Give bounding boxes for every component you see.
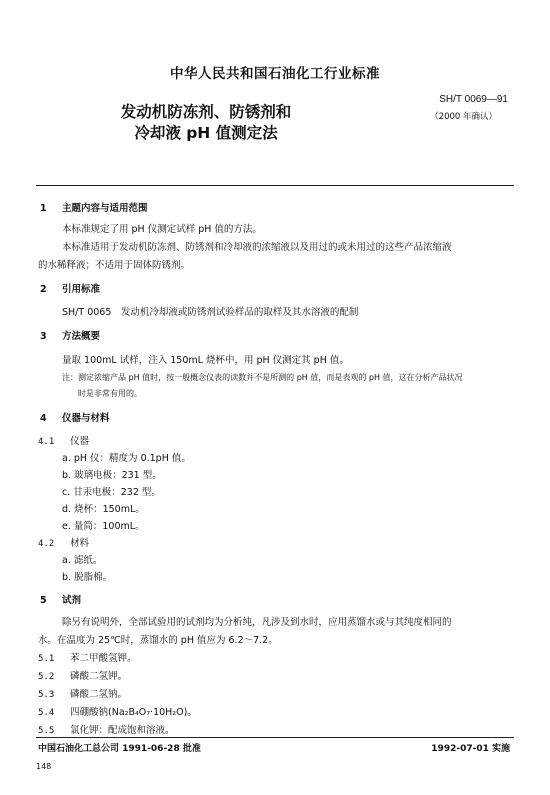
paragraph: 本标准规定了用 pH 仪测定试样 pH 值的方法。 [62, 224, 262, 235]
reagent-text: 苯二甲酸氢钾。 [70, 653, 137, 664]
reagent-number: 5.5 [38, 726, 55, 736]
subsection-4-2 [38, 535, 89, 549]
reagent-item [38, 668, 127, 682]
reagent-number: 5.1 [38, 654, 55, 664]
reagent-item [38, 650, 137, 664]
reagent-item [38, 704, 197, 718]
subsection-number: 4.1 [38, 437, 55, 447]
standard-number: SH/T 0069—91 [439, 94, 508, 105]
list-item: e. 量筒：100mL。 [62, 521, 145, 532]
section-2-heading [40, 281, 100, 295]
list-item: c. 甘汞电极：232 型。 [62, 487, 161, 498]
list-item: d. 烧杯：150mL。 [62, 504, 145, 515]
document-title-line2: 冷却液 pH 值测定法 [134, 124, 278, 142]
normative-reference: SH/T 0065 发动机冷却液或防锈剂试验样品的取样及其水溶液的配制 [62, 307, 359, 318]
section-3-heading [40, 328, 100, 342]
reagent-text: 磷酸二氢钠。 [70, 689, 128, 700]
subsection-4-1 [38, 433, 89, 447]
section-title: 试剂 [62, 595, 82, 606]
section-5-heading [40, 592, 81, 606]
section-number: 5 [40, 595, 47, 606]
implementation-date: 1992-07-01 实施 [431, 744, 510, 754]
section-number: 3 [40, 331, 47, 342]
reagent-number: 5.2 [38, 672, 55, 682]
list-item: a. pH 仪：精度为 0.1pH 值。 [62, 453, 191, 464]
paragraph: 除另有说明外，全部试验用的试剂均为分析纯，凡涉及到水时，应用蒸馏水或与其纯度相同的 [62, 617, 452, 628]
industry-standard-heading: 中华人民共和国石油化工行业标准 [170, 66, 380, 82]
paragraph: 量取 100mL 试样，注入 150mL 烧杯中，用 pH 仪测定其 pH 值。 [62, 355, 349, 366]
subsection-title: 材料 [70, 538, 90, 549]
reagent-number: 5.4 [38, 708, 55, 718]
reagent-text: 磷酸二氢钾。 [70, 671, 128, 682]
document-title-line1: 发动机防冻剂、防锈剂和 [120, 103, 292, 121]
paragraph: 本标准适用于发动机防冻剂、防锈剂和冷却液的浓缩液以及用过的或未用过的这些产品浓缩液 [62, 242, 452, 253]
page-number: 148 [36, 762, 52, 771]
note: 注：测定浓缩产品 pH 值时，按一般概念仪表的读数并不是所测的 pH 值，而是表观的 pH 值，这在分析产品状况 [62, 373, 463, 382]
section-title: 引用标准 [62, 284, 101, 295]
subsection-number: 4.2 [38, 539, 55, 549]
section-title: 仪器与材料 [62, 413, 110, 424]
section-title: 主题内容与适用范围 [62, 203, 148, 214]
section-number: 1 [40, 203, 47, 214]
confirmation-year: （2000 年确认） [430, 112, 497, 122]
list-item: b. 脱脂棉。 [62, 572, 113, 583]
approval-note: 中国石油化工总公司 1991-06-28 批准 [38, 744, 201, 754]
note-continuation: 时是非常有用的。 [78, 389, 142, 398]
section-4-heading [40, 410, 110, 424]
paragraph-continuation: 的水稀释液；不适用于固体防锈剂。 [38, 260, 191, 271]
section-title: 方法概要 [62, 331, 101, 342]
section-number: 2 [40, 284, 47, 295]
section-number: 4 [40, 413, 47, 424]
reagent-text: 四硼酸钠(Na₂B₄O₇·10H₂O)。 [70, 707, 197, 718]
subsection-title: 仪器 [70, 436, 90, 447]
reagent-number: 5.3 [38, 690, 55, 700]
footer-divider [36, 737, 514, 738]
section-1-heading [40, 200, 148, 214]
reagent-item [38, 722, 175, 736]
list-item: a. 滤纸。 [62, 555, 103, 566]
header-divider [36, 185, 514, 186]
paragraph-continuation: 水。在温度为 25℃时，蒸馏水的 pH 值应为 6.2～7.2。 [38, 635, 278, 646]
list-item: b. 玻璃电极：231 型。 [62, 470, 162, 481]
reagent-item [38, 686, 127, 700]
reagent-text: 氯化钾：配成饱和溶液。 [70, 725, 175, 736]
